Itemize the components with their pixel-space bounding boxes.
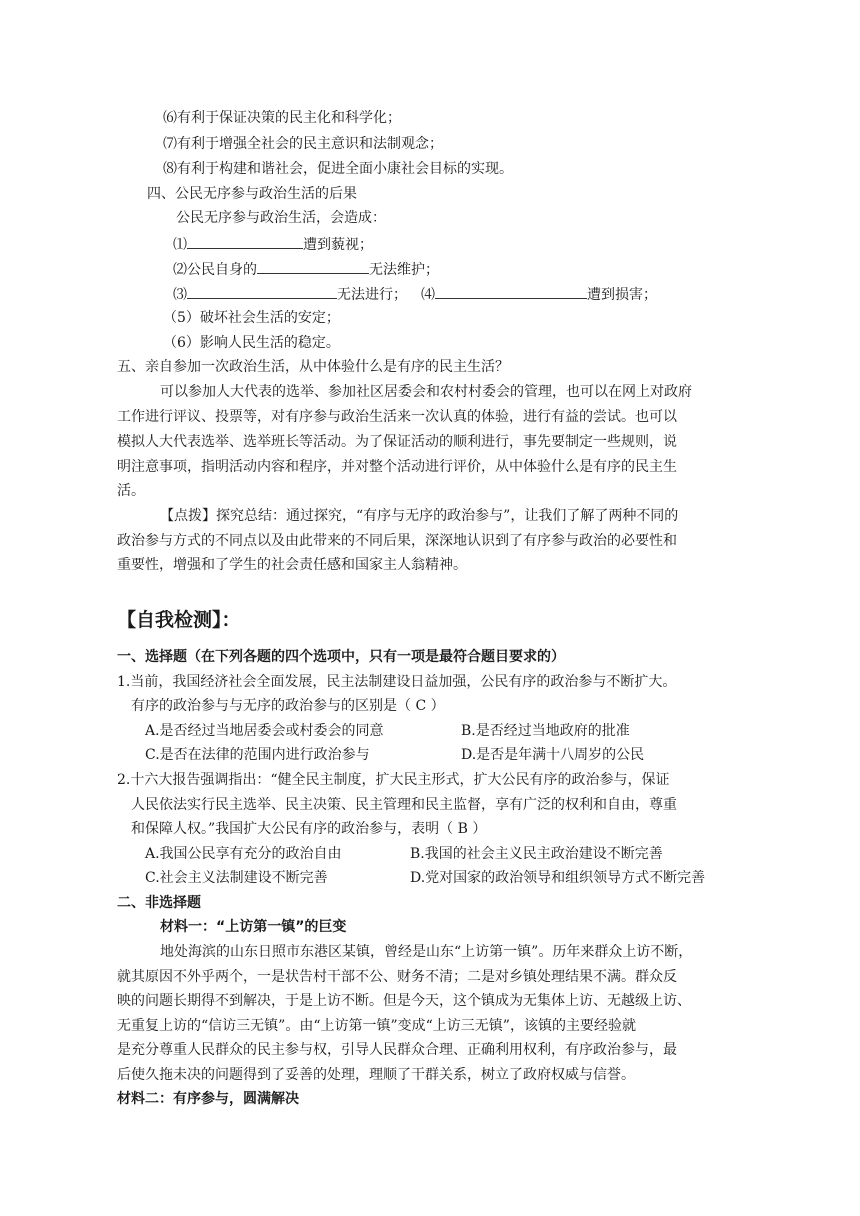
section-5-para-line: 工作进行评议、投票等，对有序参与政治生活来一次认真的体验，进行有益的尝试。也可以 xyxy=(117,409,677,425)
q1-option-b[interactable]: B.是否经过当地政府的批准 xyxy=(461,723,630,739)
benefit-item-8: ⑻有利于构建和谐社会，促进全面小康社会目标的实现。 xyxy=(163,161,513,177)
q2-option-c[interactable]: C.社会主义法制建设不断完善 xyxy=(145,870,328,886)
material-1-line: 映的问题长期得不到解决，于是上访不断。但是今天，这个镇成为无集体上访、无越级上访、 xyxy=(117,993,691,1009)
item-suffix: 无法维护； xyxy=(369,262,439,278)
item-prefix: ⑶ xyxy=(173,287,187,303)
section-5-para-line: 活。 xyxy=(117,483,145,499)
question-1-line: 有序的政治参与与无序的政治参与的区别是（ C ） xyxy=(131,698,445,714)
item-suffix: 遭到藐视； xyxy=(303,237,373,253)
section-5-para-line: 明注意事项，指明活动内容和程序，并对整个活动进行评价，从中体验什么是有序的民主生 xyxy=(117,459,677,475)
part-2-heading: 二、非选择题 xyxy=(117,895,201,911)
item-prefix: ⑴ xyxy=(173,237,187,253)
material-1-title: 材料一：“上访第一镇”的巨变 xyxy=(160,919,347,935)
fill-blank[interactable] xyxy=(257,258,369,274)
material-1-line: 后使久拖未决的问题得到了妥善的处理，理顺了干群关系，树立了政府权威与信誉。 xyxy=(117,1067,635,1083)
item-suffix: 无法进行； xyxy=(337,287,407,303)
q2-option-a[interactable]: A.我国公民享有充分的政治自由 xyxy=(145,846,342,862)
tip-line: 重要性，增强和了学生的社会责任感和国家主人翁精神。 xyxy=(117,557,467,573)
question-1-line: 1.当前，我国经济社会全面发展，民主法制建设日益加强，公民有序的政治参与不断扩大。 xyxy=(117,674,677,690)
benefit-item-6: ⑹有利于保证决策的民主化和科学化； xyxy=(163,110,401,126)
q2-option-d[interactable]: D.党对国家的政治领导和组织领导方式不断完善 xyxy=(410,870,706,886)
consequence-item-1 xyxy=(173,233,373,255)
tip-line: 【点拨】探究总结：通过探究，“有序与无序的政治参与”，让我们了解了两种不同的 xyxy=(160,508,679,524)
section-5-para-line: 可以参加人大代表的选举、参加社区居委会和农村村委会的管理，也可以在网上对政府 xyxy=(160,384,692,400)
consequence-item-3-4 xyxy=(173,283,657,305)
material-2-title: 材料二：有序参与，圆满解决 xyxy=(117,1091,299,1107)
consequence-item-5: （5）破坏社会生活的安定； xyxy=(163,310,340,326)
item-suffix: 遭到损害； xyxy=(587,287,657,303)
material-1-line: 就其原因不外乎两个，一是状告村干部不公、财务不清；二是对乡镇处理结果不满。群众反 xyxy=(117,969,677,985)
material-1-line: 地处海滨的山东日照市东港区某镇，曾经是山东“上访第一镇”。历年来群众上访不断， xyxy=(160,944,693,960)
item-prefix: ⑷ xyxy=(421,287,435,303)
question-2-line: 和保障人权。”我国扩大公民有序的政治参与，表明（ B ） xyxy=(131,821,487,837)
q1-option-a[interactable]: A.是否经过当地居委会或村委会的同意 xyxy=(145,723,384,739)
material-1-line: 是充分尊重人民群众的民主参与权，引导人民群众合理、正确利用权利，有序政治参与，最 xyxy=(117,1042,677,1058)
item-prefix: ⑵公民自身的 xyxy=(173,262,257,278)
consequence-item-2 xyxy=(173,258,439,280)
fill-blank[interactable] xyxy=(187,283,337,299)
q2-option-b[interactable]: B.我国的社会主义民主政治建设不断完善 xyxy=(410,846,663,862)
section-5-heading: 五、亲自参加一次政治生活，从中体验什么是有序的民主生活？ xyxy=(117,359,509,375)
q1-option-d[interactable]: D.是否是年满十八周岁的公民 xyxy=(461,747,645,763)
fill-blank[interactable] xyxy=(435,283,587,299)
part-1-heading: 一、选择题（在下列各题的四个选项中，只有一项是最符合题目要求的） xyxy=(117,649,565,665)
question-2-line: 2.十六大报告强调指出：“健全民主制度，扩大民主形式，扩大公民有序的政治参与，保证 xyxy=(117,772,670,788)
self-check-title: 【自我检测】： xyxy=(117,609,241,631)
question-2-line: 人民依法实行民主选举、民主决策、民主管理和民主监督，享有广泛的权利和自由，尊重 xyxy=(131,797,677,813)
fill-blank[interactable] xyxy=(187,233,303,249)
tip-line: 政治参与方式的不同点以及由此带来的不同后果，深深地认识到了有序参与政治的必要性和 xyxy=(117,533,677,549)
material-1-line: 无重复上访的“信访三无镇”。由“上访第一镇”变成“上访三无镇”，该镇的主要经验就 xyxy=(117,1018,636,1034)
section-4-heading: 四、公民无序参与政治生活的后果 xyxy=(147,186,357,202)
benefit-item-7: ⑺有利于增强全社会的民主意识和法制观念； xyxy=(163,136,443,152)
section-5-para-line: 模拟人大代表选举、选举班长等活动。为了保证活动的顺利进行，事先要制定一些规则，说 xyxy=(117,434,677,450)
consequence-item-6: （6）影响人民生活的稳定。 xyxy=(163,335,340,351)
section-4-intro: 公民无序参与政治生活，会造成： xyxy=(176,210,386,226)
q1-option-c[interactable]: C.是否在法律的范围内进行政治参与 xyxy=(145,747,370,763)
